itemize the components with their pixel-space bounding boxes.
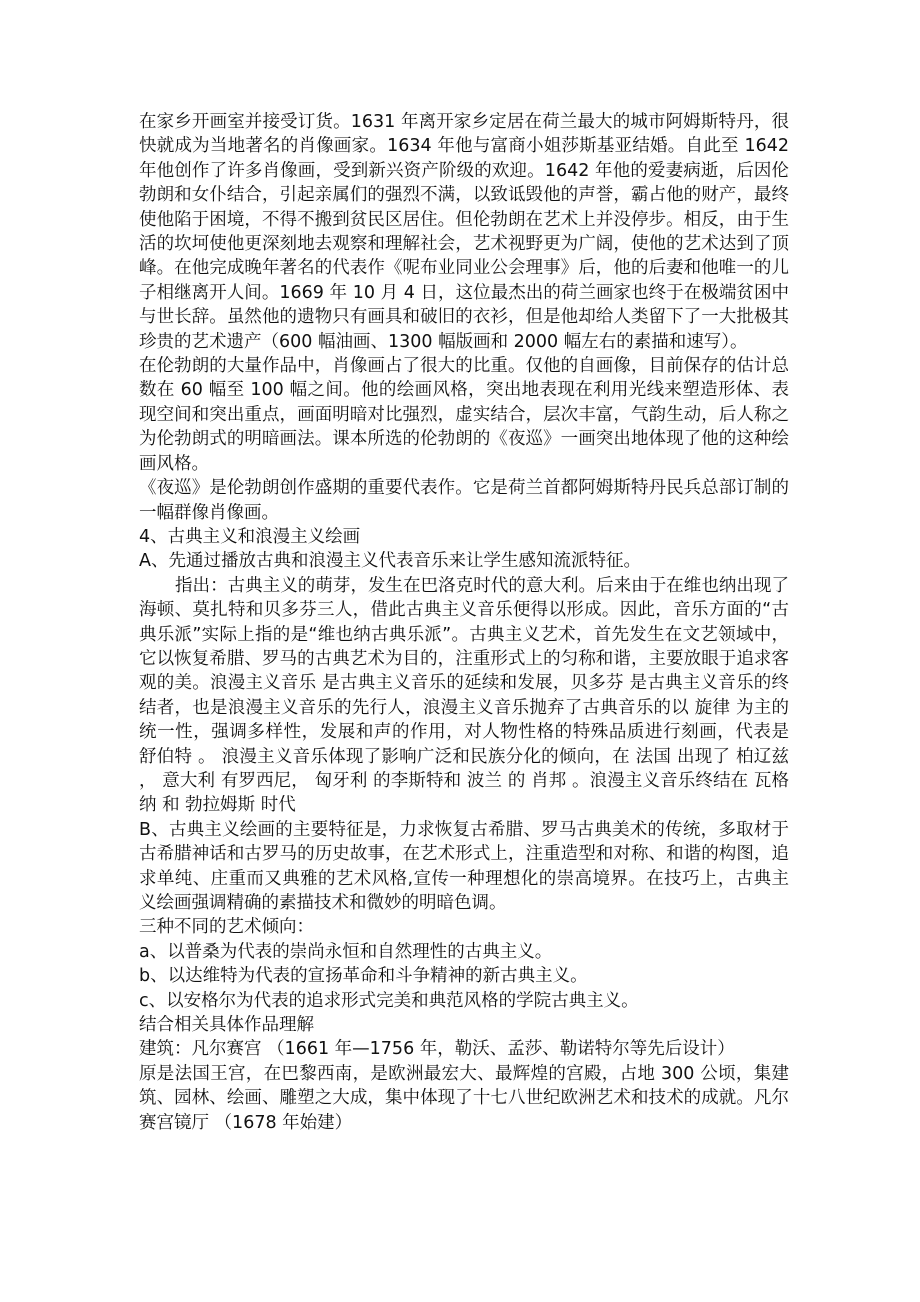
section-heading: 4、古典主义和浪漫主义绘画 — [139, 526, 361, 547]
list-item-b: b、以达维特为代表的宣扬革命和斗争精神的新古典主义。 — [139, 966, 588, 987]
paragraph-night-watch: 《夜巡》是伦勃朗创作盛期的重要代表作。它是荷兰首都阿姆斯特丹民兵总部订制的一幅群像肖像画。 — [139, 478, 789, 523]
paragraph-b-classicism: B、古典主义绘画的主要特征是，力求恢复古希腊、罗马古典美术的传统，多取材于古希腊神话和古罗马的历史故事，在艺术形式上，注重造型和对称、和谐的构图，追求单纯、庄重而又典雅的艺术风格,宣传一种理想化的崇高境界。在技巧上，古典主义绘画强调精确的素描技术和微妙的明暗色调。 — [139, 819, 789, 913]
list-item-a: a、以普桑为代表的崇尚永恒和自然理性的古典主义。 — [139, 941, 553, 962]
paragraph-versailles-desc: 原是法国王宫，在巴黎西南，是欧洲最宏大、最辉煌的宫殿，占地 300 公顷，集建筑、园林、绘画、雕塑之大成，集中体现了十七八世纪欧洲艺术和技术的成就。凡尔赛宫镜厅 （1678 年始建） — [139, 1063, 789, 1133]
paragraph-rembrandt-style: 在伦勃朗的大量作品中，肖像画占了很大的比重。仅他的自画像，目前保存的估计总数在 60 幅至 100 幅之间。他的绘画风格，突出地表现在利用光线来塑造形体、表现空间和突出重点，画面明暗对比强烈，虚实结合，层次丰富，气韵生动，后人称之为伦勃朗式的明暗画法。课本所选的伦勃朗的《夜巡》一画突出地体现了他的这种绘画风格。 — [139, 356, 789, 474]
list-item-c: c、以安格尔为代表的追求形式完美和典范风格的学院古典主义。 — [139, 990, 639, 1011]
document-page — [139, 110, 789, 1135]
paragraph-a-intro: A、先通过播放古典和浪漫主义代表音乐来让学生感知流派特征。 — [139, 551, 641, 572]
paragraph-rembrandt-life: 在家乡开画室并接受订货。1631 年离开家乡定居在荷兰最大的城市阿姆斯特丹，很快就成为当地著名的肖像画家。1634 年他与富商小姐莎斯基亚结婚。自此至 1642 年他创作了许多肖像画，受到新兴资产阶级的欢迎。1642 年他的爱妻病逝，后因伦勃朗和女仆结合，引起亲属们的强烈不满，以致诋毁他的声誉，霸占他的财产，最终使他陷于困境，不得不搬到贫民区居住。但伦勃朗在艺术上并没停步。相反，由于生活的坎坷使他更深刻地去观察和理解社会，艺术视野更为广阔，使他的艺术达到了顶峰。在他完成晚年著名的代表作《呢布业同业公会理事》后，他的后妻和他唯一的儿子相继离开人间。1669 年 10 月 4 日，这位最杰出的荷兰画家也终于在极端贫困中与世长辞。虽然他的遗物只有画具和破旧的衣衫，但是他却给人类留下了一大批极其珍贵的艺术遗产（600 幅油画、1300 幅版画和 2000 幅左右的素描和速写）。 — [139, 112, 789, 352]
paragraph-works-heading: 结合相关具体作品理解 — [139, 1015, 314, 1036]
paragraph-three-tendencies: 三种不同的艺术倾向： — [139, 917, 314, 938]
paragraph-music-note: 指出：古典主义的萌芽，发生在巴洛克时代的意大利。后来由于在维也纳出现了海顿、莫扎特和贝多芬三人，借此古典主义音乐便得以形成。因此，音乐方面的“古典乐派”实际上指的是“维也纳古典乐派”。古典主义艺术，首先发生在文艺领域中，它以恢复希腊、罗马的古典艺术为目的，注重形式上的匀称和谐，主要放眼于追求客观的美。浪漫主义音乐 是古典主义音乐的延续和发展，贝多芬 是古典主义音乐的终结者，也是浪漫主义音乐的先行人，浪漫主义音乐抛弃了古典音乐的以 旋律 为主的统一性，强调多样性，发展和声的作用，对人物性格的特殊品质进行刻画，代表是 舒伯特 。 浪漫主义音乐体现了影响广泛和民族分化的倾向，在 法国 出现了 柏辽兹 ， 意大利 有罗西尼， 匈牙利 的李斯特和 波兰 的 肖邦 。浪漫主义音乐终结在 瓦格纳 和 勃拉姆斯 时代 — [139, 575, 789, 816]
paragraph-versailles-title: 建筑：凡尔赛宫 （1661 年—1756 年，勒沃、孟莎、勒诺特尔等先后设计） — [139, 1039, 735, 1060]
